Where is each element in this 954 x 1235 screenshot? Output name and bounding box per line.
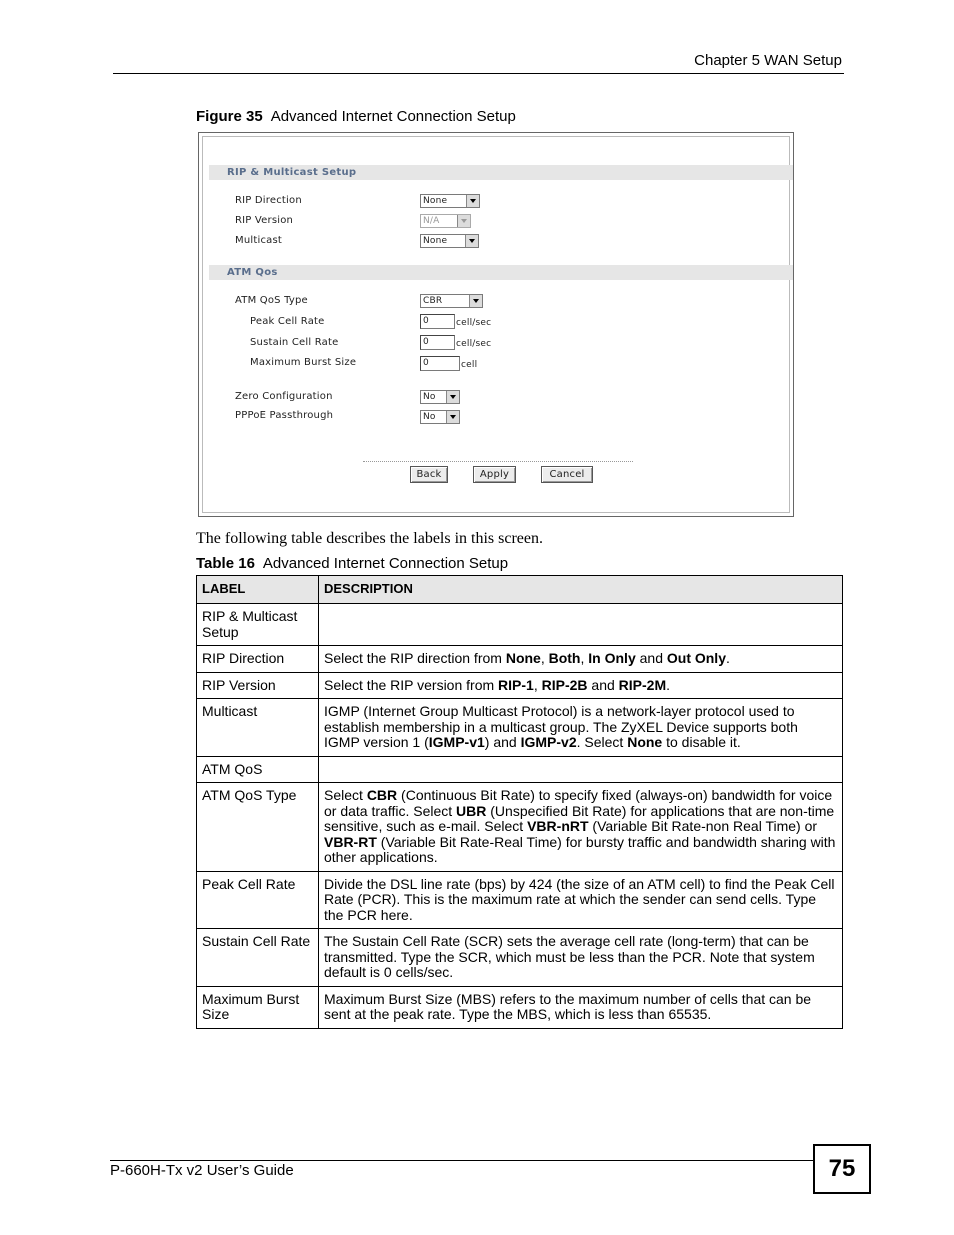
- table-row: [197, 871, 843, 929]
- row-label: RIP Version: [197, 672, 319, 699]
- table-row: [197, 672, 843, 699]
- rip-version-value: N/A: [423, 216, 440, 226]
- atm-qos-type-select[interactable]: [420, 294, 483, 308]
- description-column-header: DESCRIPTION: [319, 576, 843, 604]
- footer-rule: [110, 1160, 814, 1161]
- peak-cell-rate-unit: cell/sec: [456, 318, 492, 328]
- max-burst-size-label: Maximum Burst Size: [250, 357, 357, 368]
- row-description: Maximum Burst Size (MBS) refers to the maximum number of cells that can be sent at the peak rate. Type the MBS, which is less than 65535.: [319, 986, 843, 1028]
- option-keyword: IGMP-v2: [520, 734, 577, 750]
- pppoe-passthrough-value: No: [423, 412, 436, 422]
- option-keyword: VBR-RT: [324, 833, 377, 850]
- guide-name: P-660H-Tx v2 User’s Guide: [110, 1162, 294, 1179]
- zero-config-label: Zero Configuration: [235, 391, 333, 402]
- option-keyword: None: [505, 650, 541, 666]
- row-label: RIP & Multicast Setup: [197, 604, 319, 646]
- figure-title: Advanced Internet Connection Setup: [270, 108, 516, 125]
- cancel-button[interactable]: Cancel: [541, 466, 593, 483]
- rip-version-select[interactable]: [420, 214, 471, 228]
- table-row: [197, 783, 843, 872]
- page-number: 75: [813, 1144, 871, 1194]
- figure-number: Figure 35: [196, 108, 263, 125]
- table-row: [197, 929, 843, 987]
- option-keyword: RIP-2M: [618, 676, 667, 693]
- option-keyword: Out Only: [666, 650, 726, 666]
- chevron-down-icon: [446, 411, 459, 423]
- sustain-cell-rate-label: Sustain Cell Rate: [250, 337, 339, 348]
- table-header-row: [197, 576, 843, 604]
- chevron-down-icon: [466, 195, 479, 207]
- row-label: ATM QoS: [197, 756, 319, 783]
- atm-section-header: ATM Qos: [209, 265, 793, 280]
- screenshot-figure: [198, 132, 794, 517]
- row-description: Select CBR (Continuous Bit Rate) to specify fixed (always-on) bandwidth for voice or data traffic. Select UBR (Unspecified Bit Rate) for applications that are non-time sensitive, such as e-mail. Select VBR-nRT (Variable Bit Rate-non Real Time) or VBR-RT (Variable Bit Rate-Real Time) for bursty traffic and bandwidth sharing with other applications.: [319, 783, 843, 872]
- table-body: [197, 604, 843, 1029]
- peak-cell-rate-label: Peak Cell Rate: [250, 316, 325, 327]
- row-label: Peak Cell Rate: [197, 871, 319, 929]
- multicast-select[interactable]: [420, 234, 479, 248]
- row-label: Maximum Burst Size: [197, 986, 319, 1028]
- row-description: The Sustain Cell Rate (SCR) sets the average cell rate (long-term) that can be transmitted. Type the SCR, which must be less than the PCR. Note that system default is 0 cells/sec.: [319, 929, 843, 987]
- atm-qos-type-value: CBR: [423, 296, 443, 306]
- label-column-header: LABEL: [197, 576, 319, 604]
- chevron-down-icon: [457, 215, 470, 227]
- intro-text: The following table describes the labels in this screen.: [196, 530, 544, 547]
- pppoe-passthrough-select[interactable]: [420, 410, 460, 424]
- row-label: RIP Direction: [197, 646, 319, 673]
- multicast-value: None: [423, 236, 448, 246]
- table-row: [197, 756, 843, 783]
- rip-direction-label: RIP Direction: [235, 195, 302, 206]
- row-description: [319, 756, 843, 783]
- table-title: Advanced Internet Connection Setup: [262, 555, 509, 572]
- row-description: Select the RIP version from RIP-1, RIP-2B and RIP-2M.: [319, 672, 843, 699]
- sustain-cell-rate-unit: cell/sec: [456, 339, 492, 349]
- option-keyword: None: [627, 734, 663, 750]
- header-rule: [113, 73, 844, 74]
- zero-config-value: No: [423, 392, 436, 402]
- chevron-down-icon: [469, 295, 482, 307]
- description-table: [196, 575, 843, 1029]
- table-row: [197, 986, 843, 1028]
- option-keyword: Both: [548, 650, 581, 666]
- max-burst-size-unit: cell: [461, 360, 478, 370]
- rip-direction-select[interactable]: [420, 194, 480, 208]
- row-description: [319, 604, 843, 646]
- apply-button[interactable]: Apply: [473, 466, 516, 483]
- option-keyword: RIP-2B: [541, 676, 588, 693]
- option-keyword: VBR-nRT: [527, 818, 589, 834]
- button-divider: [363, 461, 633, 462]
- pppoe-passthrough-label: PPPoE Passthrough: [235, 410, 334, 421]
- chevron-down-icon: [465, 235, 478, 247]
- table-caption: [196, 555, 508, 572]
- row-description: Divide the DSL line rate (bps) by 424 (the size of an ATM cell) to find the Peak Cell Rate (PCR). This is the maximum rate at which the sender can send cells. Type the PCR here.: [319, 871, 843, 929]
- table-row: [197, 604, 843, 646]
- table-row: [197, 699, 843, 757]
- rip-version-label: RIP Version: [235, 215, 294, 226]
- zero-config-select[interactable]: [420, 390, 460, 404]
- row-description: IGMP (Internet Group Multicast Protocol) is a network-layer protocol used to establish membership in a multicast group. The ZyXEL Device supports both IGMP version 1 (IGMP-v1) and IGMP-v2. Select None to disable it.: [319, 699, 843, 757]
- chevron-down-icon: [446, 391, 459, 403]
- table-row: [197, 646, 843, 673]
- row-label: ATM QoS Type: [197, 783, 319, 872]
- max-burst-size-input[interactable]: 0: [420, 356, 460, 371]
- row-description: Select the RIP direction from None, Both, In Only and Out Only.: [319, 646, 843, 673]
- sustain-cell-rate-input[interactable]: 0: [420, 335, 455, 350]
- option-keyword: RIP-1: [498, 676, 534, 693]
- table-number: Table 16: [196, 555, 255, 572]
- option-keyword: IGMP-v1: [428, 734, 485, 750]
- option-keyword: UBR: [456, 802, 487, 819]
- row-label: Sustain Cell Rate: [197, 929, 319, 987]
- rip-direction-value: None: [423, 196, 448, 206]
- row-label: Multicast: [197, 699, 319, 757]
- figure-caption: [196, 108, 516, 125]
- option-keyword: In Only: [588, 650, 636, 666]
- screenshot-panel: [202, 136, 790, 513]
- chapter-header: Chapter 5 WAN Setup: [694, 52, 842, 69]
- multicast-label: Multicast: [235, 235, 283, 246]
- peak-cell-rate-input[interactable]: 0: [420, 314, 455, 329]
- option-keyword: CBR: [366, 787, 398, 803]
- atm-qos-type-label: ATM QoS Type: [235, 295, 308, 306]
- rip-section-header: RIP & Multicast Setup: [209, 165, 793, 180]
- back-button[interactable]: Back: [410, 466, 448, 483]
